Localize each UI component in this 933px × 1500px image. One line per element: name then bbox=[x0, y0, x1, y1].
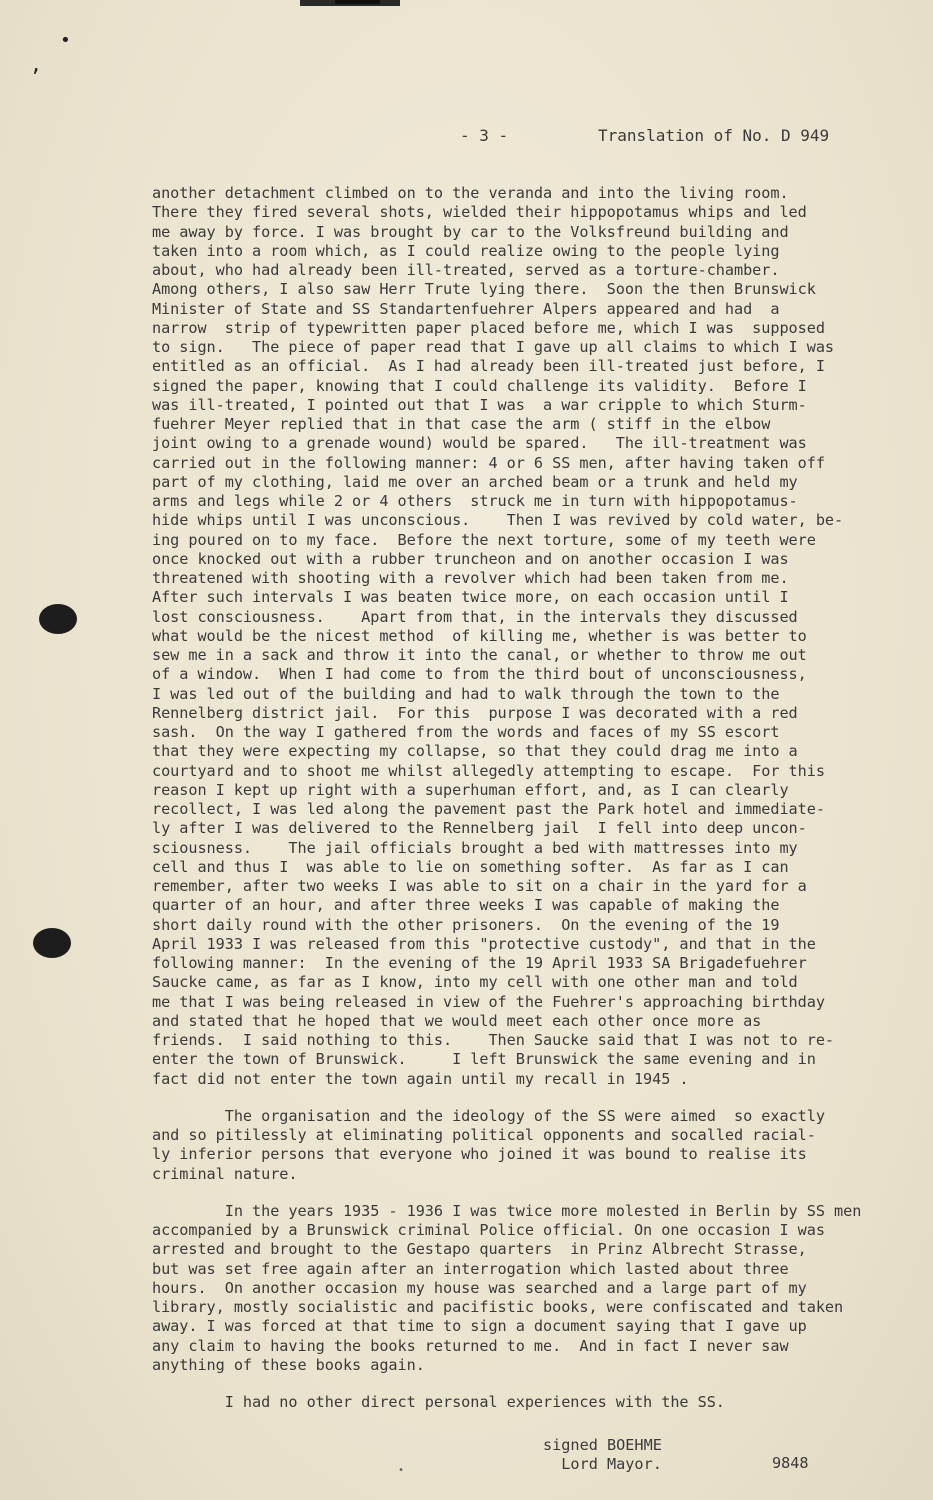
text-line: courtyard and to shoot me whilst allegedly attempting to escape. For this bbox=[152, 761, 825, 780]
text-line: ly after I was delivered to the Rennelberg jail I fell into deep uncon- bbox=[152, 819, 807, 838]
paragraph bbox=[152, 1393, 892, 1412]
paragraph-gap bbox=[152, 1375, 892, 1393]
text-line: sash. On the way I gathered from the words and faces of my SS escort bbox=[152, 723, 780, 741]
text-line: another detachment climbed on to the veranda and into the living room. bbox=[152, 184, 789, 202]
text-line: There they fired several shots, wielded their hippopotamus whips and led bbox=[152, 203, 807, 222]
text-line: arms and legs while 2 or 4 others struck me in turn with hippopotamus- bbox=[152, 492, 798, 510]
text-line: was ill-treated, I pointed out that I was a war cripple to which Sturm- bbox=[152, 395, 807, 414]
text-line: accompanied by a Brunswick criminal Police official. On one occasion I was bbox=[152, 1221, 825, 1239]
text-line: part of my clothing, laid me over an arched beam or a trunk and held my bbox=[152, 472, 798, 491]
text-line: me that I was being released in view of the Fuehrer's approaching birthday bbox=[152, 992, 825, 1011]
text-line: hide whips until I was unconscious. Then I was revived by cold water, be- bbox=[152, 511, 844, 530]
text-line: me away by force. I was brought by car to the Volksfreund building and bbox=[152, 222, 789, 241]
text-line: hours. On another occasion my house was searched and a large part of my bbox=[152, 1278, 807, 1297]
text-line: of a window. When I had come to from the third bout of unconsciousness, bbox=[152, 665, 807, 684]
text-line: arrested and brought to the Gestapo quarters in Prinz Albrecht Strasse, bbox=[152, 1240, 807, 1259]
scan-edge-mark-2 bbox=[335, 0, 380, 4]
text-line: and stated that he hoped that we would meet each other once more as bbox=[152, 1011, 762, 1030]
text-line: joint owing to a grenade wound) would be spared. The ill-treatment was bbox=[152, 434, 807, 453]
text-line: following manner: In the evening of the 19 April 1933 SA Brigadefuehrer bbox=[152, 954, 807, 972]
text-line: Minister of State and SS Standartenfuehrer Alpers appeared and had a bbox=[152, 299, 780, 318]
text-line: narrow strip of typewritten paper placed before me, which I was supposed bbox=[152, 318, 825, 337]
text-line: fact did not enter the town again until my recall in 1945 . bbox=[152, 1069, 689, 1088]
text-line: any claim to having the books returned to me. And in fact I never saw bbox=[152, 1336, 789, 1355]
text-line: ing poured on to my face. Before the next torture, some of my teeth were bbox=[152, 530, 816, 549]
paragraph-gap bbox=[152, 1089, 892, 1107]
translation-label: Translation of No. D 949 bbox=[598, 126, 830, 145]
text-line: criminal nature. bbox=[152, 1164, 298, 1183]
document-body bbox=[152, 184, 892, 1412]
text-line: signed the paper, knowing that I could challenge its validity. Before I bbox=[152, 376, 807, 395]
text-line: sciousness. The jail officials brought a bed with mattresses into my bbox=[152, 838, 798, 857]
text-line: taken into a room which, as I could realize owing to the people lying bbox=[152, 241, 780, 260]
text-line: away. I was forced at that time to sign a document saying that I gave up bbox=[152, 1317, 807, 1336]
text-line: anything of these books again. bbox=[152, 1355, 425, 1374]
text-line: threatened with shooting with a revolver which had been taken from me. bbox=[152, 569, 789, 587]
text-line: quarter of an hour, and after three weeks I was capable of making the bbox=[152, 896, 780, 915]
ink-mark: , bbox=[30, 52, 43, 76]
signature-line-1: signed BOEHME bbox=[543, 1436, 662, 1454]
text-line: carried out in the following manner: 4 or 6 SS men, after having taken off bbox=[152, 453, 825, 472]
signature-line-2: Lord Mayor. bbox=[543, 1455, 662, 1473]
text-line: Saucke came, as far as I know, into my cell with one other man and told bbox=[152, 973, 798, 992]
document-number: 9848 bbox=[772, 1454, 809, 1472]
text-line: and so pitilessly at eliminating political opponents and socalled racial- bbox=[152, 1126, 816, 1144]
text-line: short daily round with the other prisoners. On the evening of the 19 bbox=[152, 915, 780, 934]
text-line: that they were expecting my collapse, so that they could drag me into a bbox=[152, 742, 798, 761]
paragraph-gap bbox=[152, 1184, 892, 1202]
text-line: friends. I said nothing to this. Then Saucke said that I was not to re- bbox=[152, 1031, 835, 1049]
text-line: cell and thus I was able to lie on something softer. As far as I can bbox=[152, 857, 789, 876]
text-line: ly inferior persons that everyone who joined it was bound to realise its bbox=[152, 1145, 807, 1164]
text-line: reason I kept up right with a superhuman effort, and, as I can clearly bbox=[152, 780, 789, 799]
text-line: The organisation and the ideology of the SS were aimed so exactly bbox=[152, 1106, 825, 1125]
text-line: remember, after two weeks I was able to sit on a chair in the yard for a bbox=[152, 877, 807, 895]
text-line: entitled as an official. As I had already been ill-treated just before, I bbox=[152, 357, 825, 376]
text-line: April 1933 I was released from this "protective custody", and that in the bbox=[152, 934, 816, 953]
punch-hole-lower bbox=[33, 928, 71, 958]
text-line: about, who had already been ill-treated, served as a torture-chamber. bbox=[152, 261, 780, 279]
signature-block bbox=[543, 1436, 662, 1474]
paragraph bbox=[152, 1107, 892, 1184]
text-line: but was set free again after an interrogation which lasted about three bbox=[152, 1259, 789, 1278]
text-line: After such intervals I was beaten twice more, on each occasion until I bbox=[152, 588, 789, 607]
text-line: enter the town of Brunswick. I left Brunswick the same evening and in bbox=[152, 1050, 816, 1069]
text-line: to sign. The piece of paper read that I gave up all claims to which I was bbox=[152, 338, 835, 356]
paragraph bbox=[152, 1202, 892, 1375]
text-line: lost consciousness. Apart from that, in the intervals they discussed bbox=[152, 607, 798, 626]
text-line: I had no other direct personal experiences with the SS. bbox=[152, 1393, 725, 1411]
ink-dot: • bbox=[398, 1465, 405, 1476]
text-line: recollect, I was led along the pavement past the Park hotel and immediate- bbox=[152, 800, 825, 818]
text-line: I was led out of the building and had to walk through the town to the bbox=[152, 684, 780, 703]
text-line: In the years 1935 - 1936 I was twice more molested in Berlin by SS men bbox=[152, 1201, 862, 1220]
text-line: fuehrer Meyer replied that in that case the arm ( stiff in the elbow bbox=[152, 415, 771, 433]
text-line: library, mostly socialistic and pacifistic books, were confiscated and taken bbox=[152, 1298, 844, 1316]
paragraph bbox=[152, 184, 892, 1089]
text-line: what would be the nicest method of killing me, whether is was better to bbox=[152, 626, 807, 645]
text-line: sew me in a sack and throw it into the canal, or whether to throw me out bbox=[152, 646, 807, 664]
punch-hole-upper bbox=[39, 604, 77, 634]
text-line: Among others, I also saw Herr Trute lying there. Soon the then Brunswick bbox=[152, 280, 816, 299]
text-line: once knocked out with a rubber truncheon and on another occasion I was bbox=[152, 549, 789, 568]
text-line: Rennelberg district jail. For this purpose I was decorated with a red bbox=[152, 703, 798, 722]
page-number: - 3 - bbox=[460, 126, 509, 145]
ink-speck: • bbox=[60, 30, 71, 51]
